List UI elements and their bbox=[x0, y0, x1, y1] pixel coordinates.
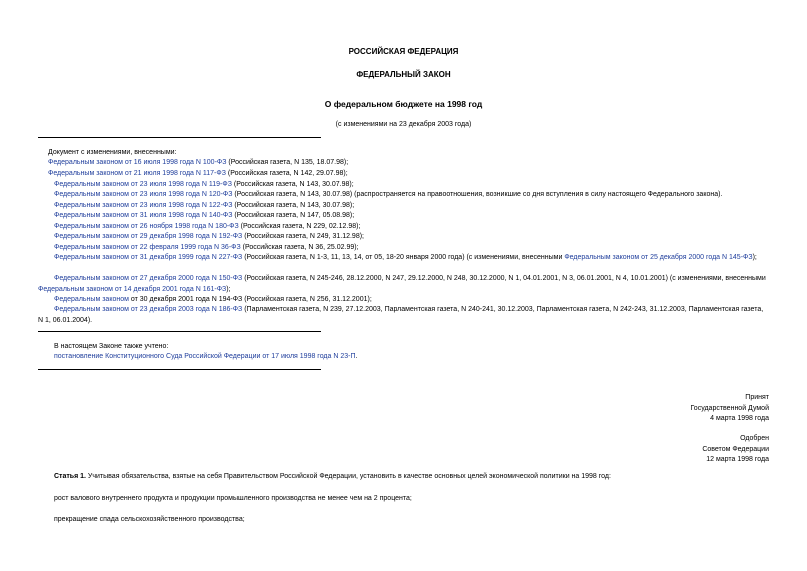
amendment-link[interactable]: Федеральным законом от 27 декабря 2000 года N 150-ФЗ bbox=[54, 275, 243, 282]
article-1: Статья 1. Учитывая обязательства, взятые на себя Правительством Российской Федерации, установить в качестве основных целей экономической политики на 1998 год: bbox=[54, 473, 611, 480]
amendment-item: Федеральным законом от 27 декабря 2000 года N 150-ФЗ (Российская газета, N 245-246, 28.12.2000, N 247, 29.12.2000, N 248, 30.12.2000, N 1, 04.01.2001, N 3, 06.01.2001, N 4, 10.01.2001) (с изменениями, внесенными Федеральным законом от 14 декабря 2001 года N 161-ФЗ); bbox=[38, 275, 766, 293]
note-item: постановление Конституционного Суда Российской Федерации от 17 июля 1998 года N 23-П. bbox=[54, 353, 358, 360]
amendment-item: Федеральным законом от 23 июля 1998 года N 122-ФЗ (Российская газета, N 143, 30.07.98); bbox=[54, 202, 355, 209]
amendments-intro: Документ с изменениями, внесенными: bbox=[48, 149, 177, 156]
amendment-link[interactable]: Федеральным законом от 14 декабря 2001 года N 161-ФЗ bbox=[38, 285, 227, 293]
amendment-link[interactable]: Федеральным законом bbox=[54, 296, 129, 303]
amendment-item: Федеральным законом от 29 декабря 1998 года N 192-ФЗ (Российская газета, N 249, 31.12.98); bbox=[54, 233, 364, 240]
note-intro: В настоящем Законе также учтено: bbox=[54, 343, 169, 350]
amendment-link[interactable]: Федеральным законом от 23 июля 1998 года N 122-ФЗ bbox=[54, 202, 233, 209]
amendment-item: Федеральным законом от 31 декабря 1999 года N 227-ФЗ (Российская газета, N 1-3, 11, 13, 14, от 05, 18-20 января 2000 года) (с изменениями, внесенными Федеральным законом от 25 декабря 2000 года N 145-ФЗ); bbox=[54, 254, 757, 261]
approved-label: Одобрен bbox=[740, 435, 769, 442]
doc-type-heading: ФЕДЕРАЛЬНЫЙ ЗАКОН bbox=[356, 70, 451, 79]
amendment-item: Федеральным законом от 31 июля 1998 года N 140-ФЗ (Российская газета, N 147, 05.08.98); bbox=[54, 212, 355, 219]
amendment-link[interactable]: Федеральным законом от 23 июля 1998 года N 120-ФЗ bbox=[54, 191, 233, 198]
resolution-link[interactable]: постановление Конституционного Суда Российской Федерации от 17 июля 1998 года N 23-П bbox=[54, 353, 356, 360]
amendment-link[interactable]: Федеральным законом от 25 декабря 2000 года N 145-ФЗ bbox=[564, 254, 753, 261]
accepted-label: Принят bbox=[745, 394, 769, 401]
amendment-link[interactable]: Федеральным законом от 31 декабря 1999 года N 227-ФЗ bbox=[54, 254, 243, 261]
amendment-item: Федеральным законом от 30 декабря 2001 года N 194-ФЗ (Российская газета, N 256, 31.12.2001); bbox=[54, 296, 372, 303]
country-heading: РОССИЙСКАЯ ФЕДЕРАЦИЯ bbox=[348, 47, 459, 56]
amendment-link[interactable]: Федеральным законом от 26 ноября 1998 года N 180-ФЗ bbox=[54, 223, 239, 230]
article-paragraph: рост валового внутреннего продукта и продукции промышленного производства не менее чем на 2 процента; bbox=[54, 495, 412, 502]
amendment-item: Федеральным законом от 23 декабря 2003 года N 186-ФЗ (Парламентская газета, N 239, 27.12.2003, Парламентская газета, N 240-241, 30.12.2003, Парламентская газета, N 242-243, 31.12.2003, Парламентская газета, N 1, 06.01.2004). bbox=[38, 306, 764, 324]
amendment-link[interactable]: Федеральным законом от 21 июля 1998 года N 117-ФЗ bbox=[48, 170, 226, 177]
amendment-link[interactable]: Федеральным законом от 31 июля 1998 года N 140-ФЗ bbox=[54, 212, 233, 219]
divider bbox=[38, 137, 321, 138]
amendment-link[interactable]: Федеральным законом от 23 декабря 2003 года N 186-ФЗ bbox=[54, 306, 243, 313]
page-subtitle: (с изменениями на 23 декабря 2003 года) bbox=[335, 121, 472, 128]
page-title: О федеральном бюджете на 1998 год bbox=[324, 99, 483, 109]
amendment-item: Федеральным законом от 16 июля 1998 года N 100-ФЗ (Российская газета, N 135, 18.07.98); bbox=[48, 159, 349, 166]
council-label: Советом Федерации bbox=[702, 446, 769, 453]
duma-label: Государственной Думой bbox=[690, 405, 769, 412]
divider bbox=[38, 331, 321, 332]
amendment-item: Федеральным законом от 23 июля 1998 года N 119-ФЗ (Российская газета, N 143, 30.07.98); bbox=[54, 181, 354, 188]
amendment-item: Федеральным законом от 26 ноября 1998 года N 180-ФЗ (Российская газета, N 229, 02.12.98); bbox=[54, 223, 361, 230]
divider bbox=[38, 369, 321, 370]
amendment-link[interactable]: Федеральным законом от 16 июля 1998 года N 100-ФЗ bbox=[48, 159, 227, 166]
amendment-link[interactable]: Федеральным законом от 22 февраля 1999 года N 36-ФЗ bbox=[54, 244, 241, 251]
amendment-item: Федеральным законом от 21 июля 1998 года N 117-ФЗ (Российская газета, N 142, 29.07.98); bbox=[48, 170, 348, 177]
amendment-item: Федеральным законом от 23 июля 1998 года N 120-ФЗ (Российская газета, N 143, 30.07.98) (распространяется на правоотношения, возникшие со дня вступления в силу настоящего Федерального закона). bbox=[54, 191, 723, 198]
amendment-link[interactable]: Федеральным законом от 23 июля 1998 года N 119-ФЗ bbox=[54, 181, 232, 188]
amendment-link[interactable]: Федеральным законом от 29 декабря 1998 года N 192-ФЗ bbox=[54, 233, 243, 240]
duma-date: 4 марта 1998 года bbox=[710, 415, 769, 422]
council-date: 12 марта 1998 года bbox=[706, 456, 769, 463]
article-label: Статья 1. bbox=[54, 473, 86, 480]
article-paragraph: прекращение спада сельскохозяйственного производства; bbox=[54, 516, 245, 523]
amendment-item: Федеральным законом от 22 февраля 1999 года N 36-ФЗ (Российская газета, N 36, 25.02.99); bbox=[54, 244, 359, 251]
